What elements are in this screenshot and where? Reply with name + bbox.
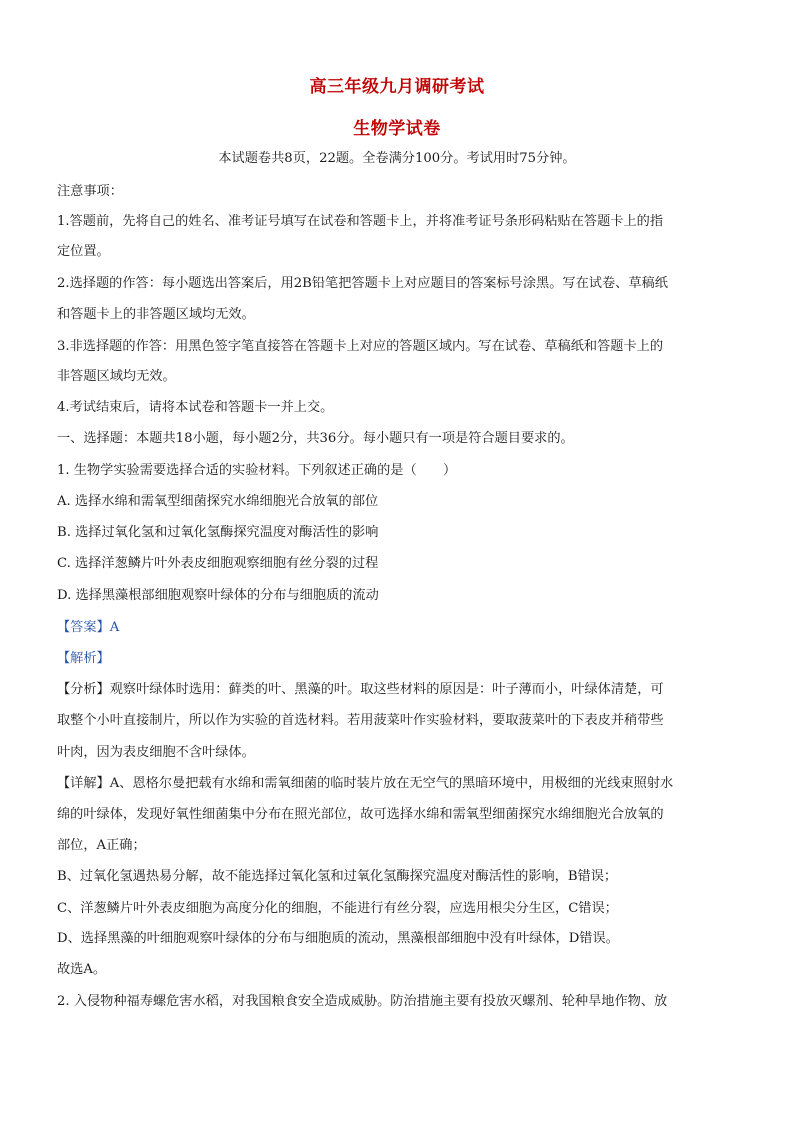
detail-option-d: D、选择黑藻的叶细胞观察叶绿体的分布与细胞质的流动，黑藻根部细胞中没有叶绿体，D错误。: [57, 931, 619, 946]
question-1-option-a: A. 选择水绵和需氧型细菌探究水绵细胞光合放氧的部位: [57, 494, 379, 509]
notice-1-line-2: 定位置。: [57, 244, 110, 259]
detail-option-c: C、洋葱鳞片叶外表皮细胞为高度分化的细胞，不能进行有丝分裂，应选用根尖分生区，C错误；: [57, 901, 618, 916]
notice-3-line-1: 3.非选择题的作答：用黑色签字笔直接答在答题卡上对应的答题区域内。写在试卷、草稿纸和答题卡上的: [57, 339, 664, 354]
exam-info: 本试题卷共8页，22题。全卷满分100分。考试用时75分钟。: [218, 151, 576, 166]
section-heading: 一、选择题：本题共18小题，每小题2分，共36分。每小题只有一项是符合题目要求的。: [57, 431, 574, 446]
notice-2-line-1: 2.选择题的作答：每小题选出答案后，用2B铅笔把答题卡上对应题目的答案标号涂黑。写在试卷、草稿纸: [57, 276, 668, 291]
notice-4: 4.考试结束后，请将本试卷和答题卡一并上交。: [57, 400, 334, 415]
notice-2-line-2: 和答题卡上的非答题区域均无效。: [57, 307, 255, 322]
analysis-label: 【解析】: [57, 651, 110, 666]
notice-3-line-2: 非答题区域均无效。: [57, 369, 176, 384]
choose-answer: 故选A。: [57, 962, 107, 977]
question-1-stem: 1. 生物学实验需要选择合适的实验材料。下列叙述正确的是（ ）: [57, 463, 457, 478]
detail-line-2: 绵的叶绿体，发现好氧性细菌集中分布在照光部位，故可选择水绵和需氧型细菌探究水绵细胞光合放氧的: [57, 807, 664, 822]
answer-label: 【答案】A: [57, 620, 120, 635]
detail-line-3: 部位，A正确；: [57, 838, 146, 853]
question-1-option-b: B. 选择过氧化氢和过氧化氢酶探究温度对酶活性的影响: [57, 525, 379, 540]
notice-1-line-1: 1.答题前，先将自己的姓名、准考证号填写在试卷和答题卡上，并将准考证号条形码粘贴在答题卡上的指: [57, 214, 664, 229]
question-1-option-c: C. 选择洋葱鳞片叶外表皮细胞观察细胞有丝分裂的过程: [57, 556, 379, 571]
question-2-stem: 2. 入侵物种福寿螺危害水稻，对我国粮食安全造成威胁。防治措施主要有投放灭螺剂、轮种旱地作物、放: [57, 994, 668, 1009]
detail-option-b: B、过氧化氢遇热易分解，故不能选择过氧化氢和过氧化氢酶探究温度对酶活性的影响，B错误；: [57, 869, 618, 884]
analysis-line-3: 叶肉，因为表皮细胞不含叶绿体。: [57, 745, 255, 760]
analysis-line-1: 【分析】观察叶绿体时选用：藓类的叶、黑藻的叶。取这些材料的原因是：叶子薄而小，叶绿体清楚，可: [57, 682, 664, 697]
exam-subtitle: 生物学试卷: [353, 119, 441, 139]
exam-title: 高三年级九月调研考试: [309, 77, 485, 97]
notice-heading: 注意事项：: [57, 184, 123, 199]
detail-line-1: 【详解】A、恩格尔曼把载有水绵和需氧细菌的临时装片放在无空气的黑暗环境中，用极细的光线束照射水: [57, 776, 674, 791]
question-1-option-d: D. 选择黑藻根部细胞观察叶绿体的分布与细胞质的流动: [57, 588, 379, 603]
analysis-line-2: 取整个小叶直接制片，所以作为实验的首选材料。若用菠菜叶作实验材料，要取菠菜叶的下表皮并稍带些: [57, 713, 664, 728]
